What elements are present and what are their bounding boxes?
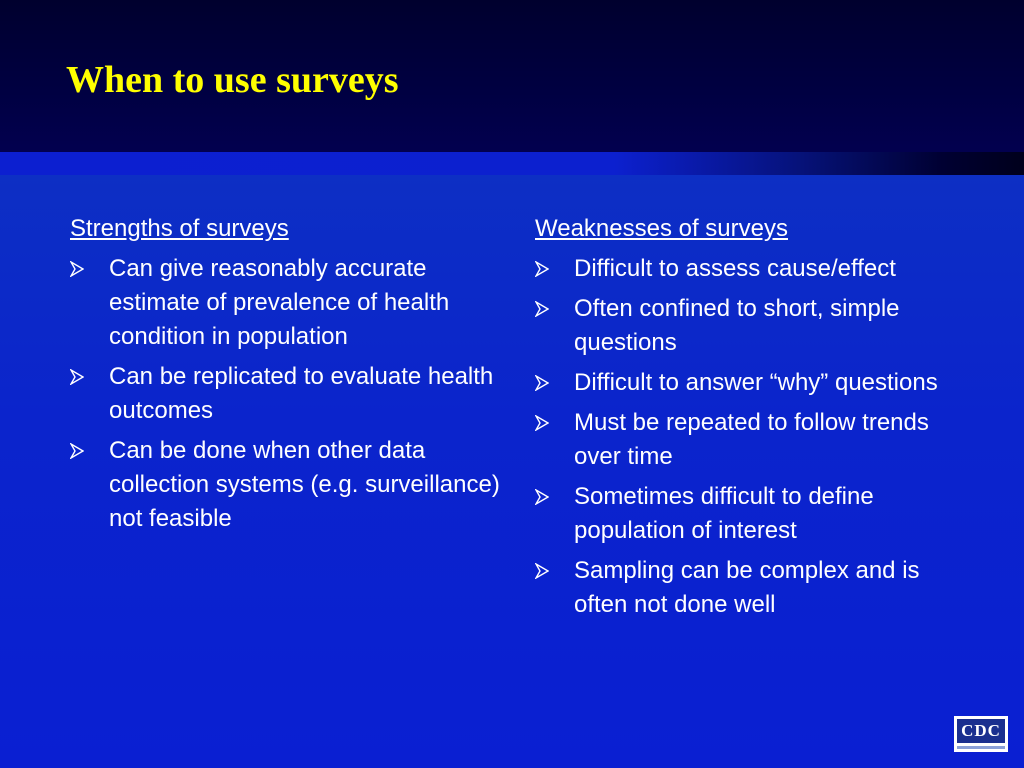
arrowhead-bullet-icon xyxy=(70,369,84,385)
cdc-logo-underline xyxy=(957,746,1005,749)
list-item-text: Sampling can be complex and is often not done well xyxy=(574,557,920,618)
cdc-logo xyxy=(954,716,1008,752)
cdc-logo-text: CDC xyxy=(957,719,1005,743)
list-item-text: Can give reasonably accurate estimate of prevalence of health condition in population xyxy=(109,255,450,350)
weaknesses-heading: Weaknesses of surveys xyxy=(535,215,788,242)
list-item xyxy=(70,252,500,354)
list-item-text: Difficult to assess cause/effect xyxy=(574,255,896,282)
weaknesses-column xyxy=(535,212,975,628)
list-item xyxy=(535,406,975,474)
arrowhead-bullet-icon xyxy=(535,375,549,391)
list-item xyxy=(535,252,975,286)
list-item xyxy=(535,366,975,400)
list-item-text: Often confined to short, simple questions xyxy=(574,295,900,356)
list-item-text: Can be done when other data collection systems (e.g. surveillance) not feasible xyxy=(109,437,500,532)
arrowhead-bullet-icon xyxy=(535,415,549,431)
list-item xyxy=(535,292,975,360)
list-item xyxy=(70,434,500,536)
list-item-text: Sometimes difficult to define population of interest xyxy=(574,483,874,544)
strengths-list xyxy=(70,252,500,536)
divider-stripe xyxy=(0,152,1024,175)
list-item xyxy=(70,360,500,428)
list-item-text: Can be replicated to evaluate health outcomes xyxy=(109,363,494,424)
list-item xyxy=(535,554,975,622)
arrowhead-bullet-icon xyxy=(535,563,549,579)
arrowhead-bullet-icon xyxy=(535,261,549,277)
arrowhead-bullet-icon xyxy=(70,261,84,277)
list-item-text: Difficult to answer “why” questions xyxy=(574,369,938,396)
list-item-text: Must be repeated to follow trends over time xyxy=(574,409,929,470)
weaknesses-list xyxy=(535,252,975,622)
strengths-heading: Strengths of surveys xyxy=(70,215,289,242)
arrowhead-bullet-icon xyxy=(70,443,84,459)
slide-title: When to use surveys xyxy=(66,59,399,101)
list-item xyxy=(535,480,975,548)
arrowhead-bullet-icon xyxy=(535,301,549,317)
strengths-column xyxy=(70,212,500,542)
arrowhead-bullet-icon xyxy=(535,489,549,505)
